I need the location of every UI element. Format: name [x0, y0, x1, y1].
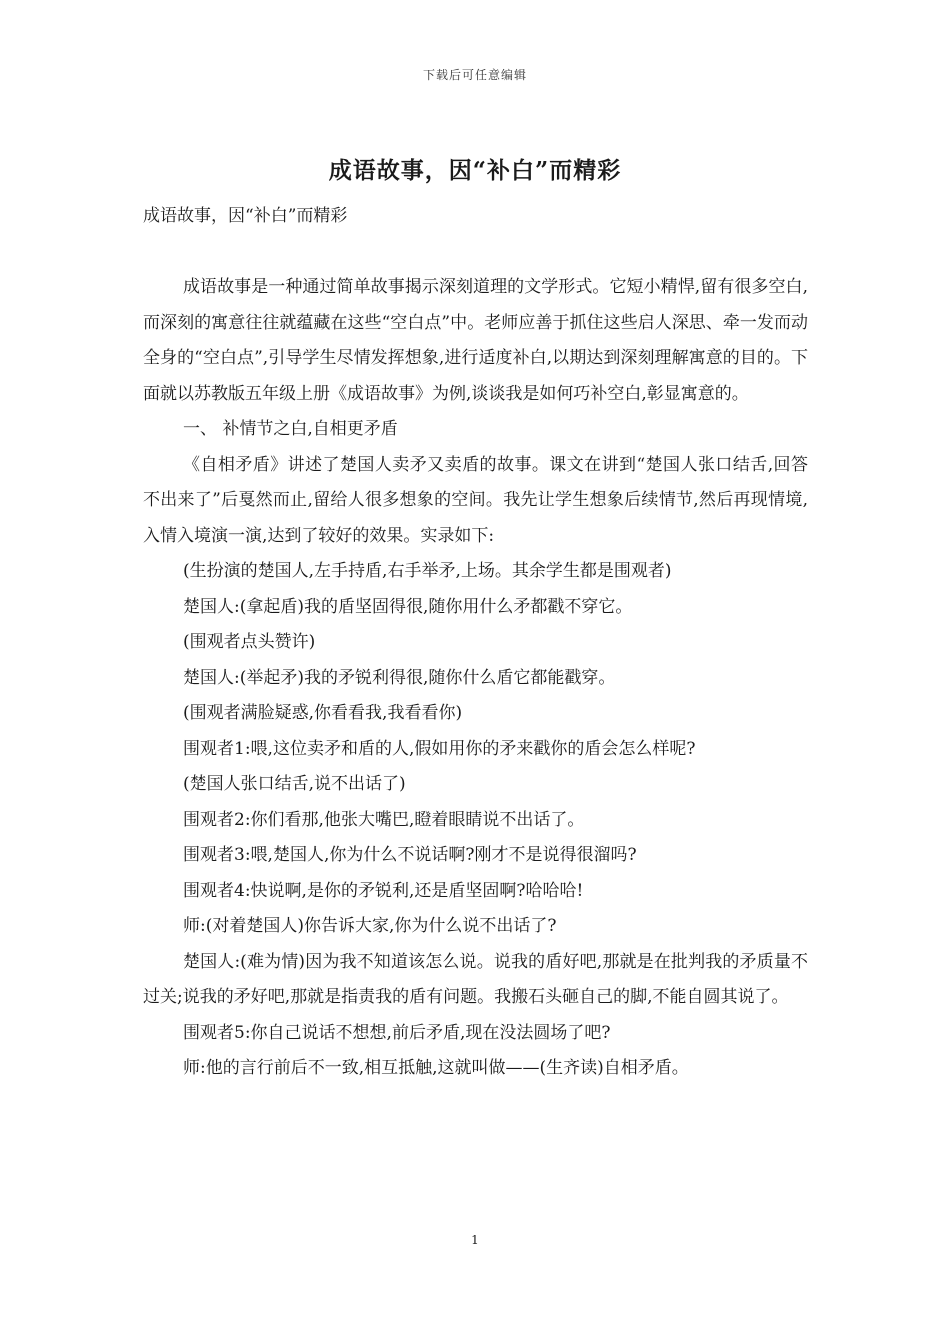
paragraph-dialogue: (围观者点头赞许): [183, 632, 316, 652]
paragraph-story-intro: 《自相矛盾》讲述了楚国人卖矛又卖盾的故事。课文在讲到“楚国人张口结舌,回答不出来了”后戛然而止,留给人很多想象的空间。我先让学生想象后续情节,然后再现情境,入情入境演一演,达到了较好的效果。实录如下:: [143, 454, 808, 546]
paragraph-dialogue: 围观者1:喂,这位卖矛和盾的人,假如用你的矛来戳你的盾会怎么样呢?: [183, 738, 696, 759]
paragraph-dialogue: 师:他的言行前后不一致,相互抵触,这就叫做——(生齐读)自相矛盾。: [183, 1058, 689, 1078]
section-heading-1: 一、 补情节之白,自相更矛盾: [183, 419, 398, 439]
paragraph-dialogue: 围观者4:快说啊,是你的矛锐利,还是盾坚固啊?哈哈哈!: [183, 880, 584, 901]
paragraph-intro: 成语故事是一种通过简单故事揭示深刻道理的文学形式。它短小精悍,留有很多空白,而深刻的寓意往往就蕴藏在这些“空白点”中。老师应善于抓住这些启人深思、牵一发而动全身的“空白点”,引导学生尽情发挥想象,进行适度补白,以期达到深刻理解寓意的目的。下面就以苏教版五年级上册《成语故事》为例,谈谈我是如何巧补空白,彰显寓意的。: [143, 277, 808, 404]
paragraph-dialogue: 楚国人:(拿起盾)我的盾坚固得很,随你用什么矛都戳不穿它。: [183, 596, 633, 617]
document-subtitle: 成语故事，因“补白”而精彩: [143, 206, 348, 226]
header-note: 下载后可任意编辑: [422, 68, 527, 82]
paragraph-dialogue: 围观者2:你们看那,他张大嘴巴,瞪着眼睛说不出话了。: [183, 809, 585, 830]
paragraph-dialogue: 师:(对着楚国人)你告诉大家,你为什么说不出话了?: [183, 916, 557, 936]
paragraph-dialogue: 楚国人:(举起矛)我的矛锐利得很,随你什么盾它都能戳穿。: [183, 667, 616, 688]
document-title: 成语故事，因“补白”而精彩: [328, 157, 622, 184]
document-body: [143, 270, 808, 1087]
paragraph-dialogue: (围观者满脸疑惑,你看看我,我看看你): [183, 703, 463, 723]
page-number: 1: [471, 1233, 479, 1247]
paragraph-dialogue: 围观者5:你自己说话不想想,前后矛盾,现在没法圆场了吧?: [183, 1022, 611, 1043]
paragraph-dialogue: (生扮演的楚国人,左手持盾,右手举矛,上场。其余学生都是围观者): [183, 561, 672, 581]
paragraph-dialogue: 围观者3:喂,楚国人,你为什么不说话啊?刚才不是说得很溜吗?: [183, 845, 637, 865]
paragraph-dialogue: (楚国人张口结舌,说不出话了): [183, 774, 406, 794]
paragraph-dialogue: 楚国人:(难为情)因为我不知道该怎么说。说我的盾好吧,那就是在批判我的矛质量不过关;说我的矛好吧,那就是指责我的盾有问题。我搬石头砸自己的脚,不能自圆其说了。: [143, 951, 808, 1007]
